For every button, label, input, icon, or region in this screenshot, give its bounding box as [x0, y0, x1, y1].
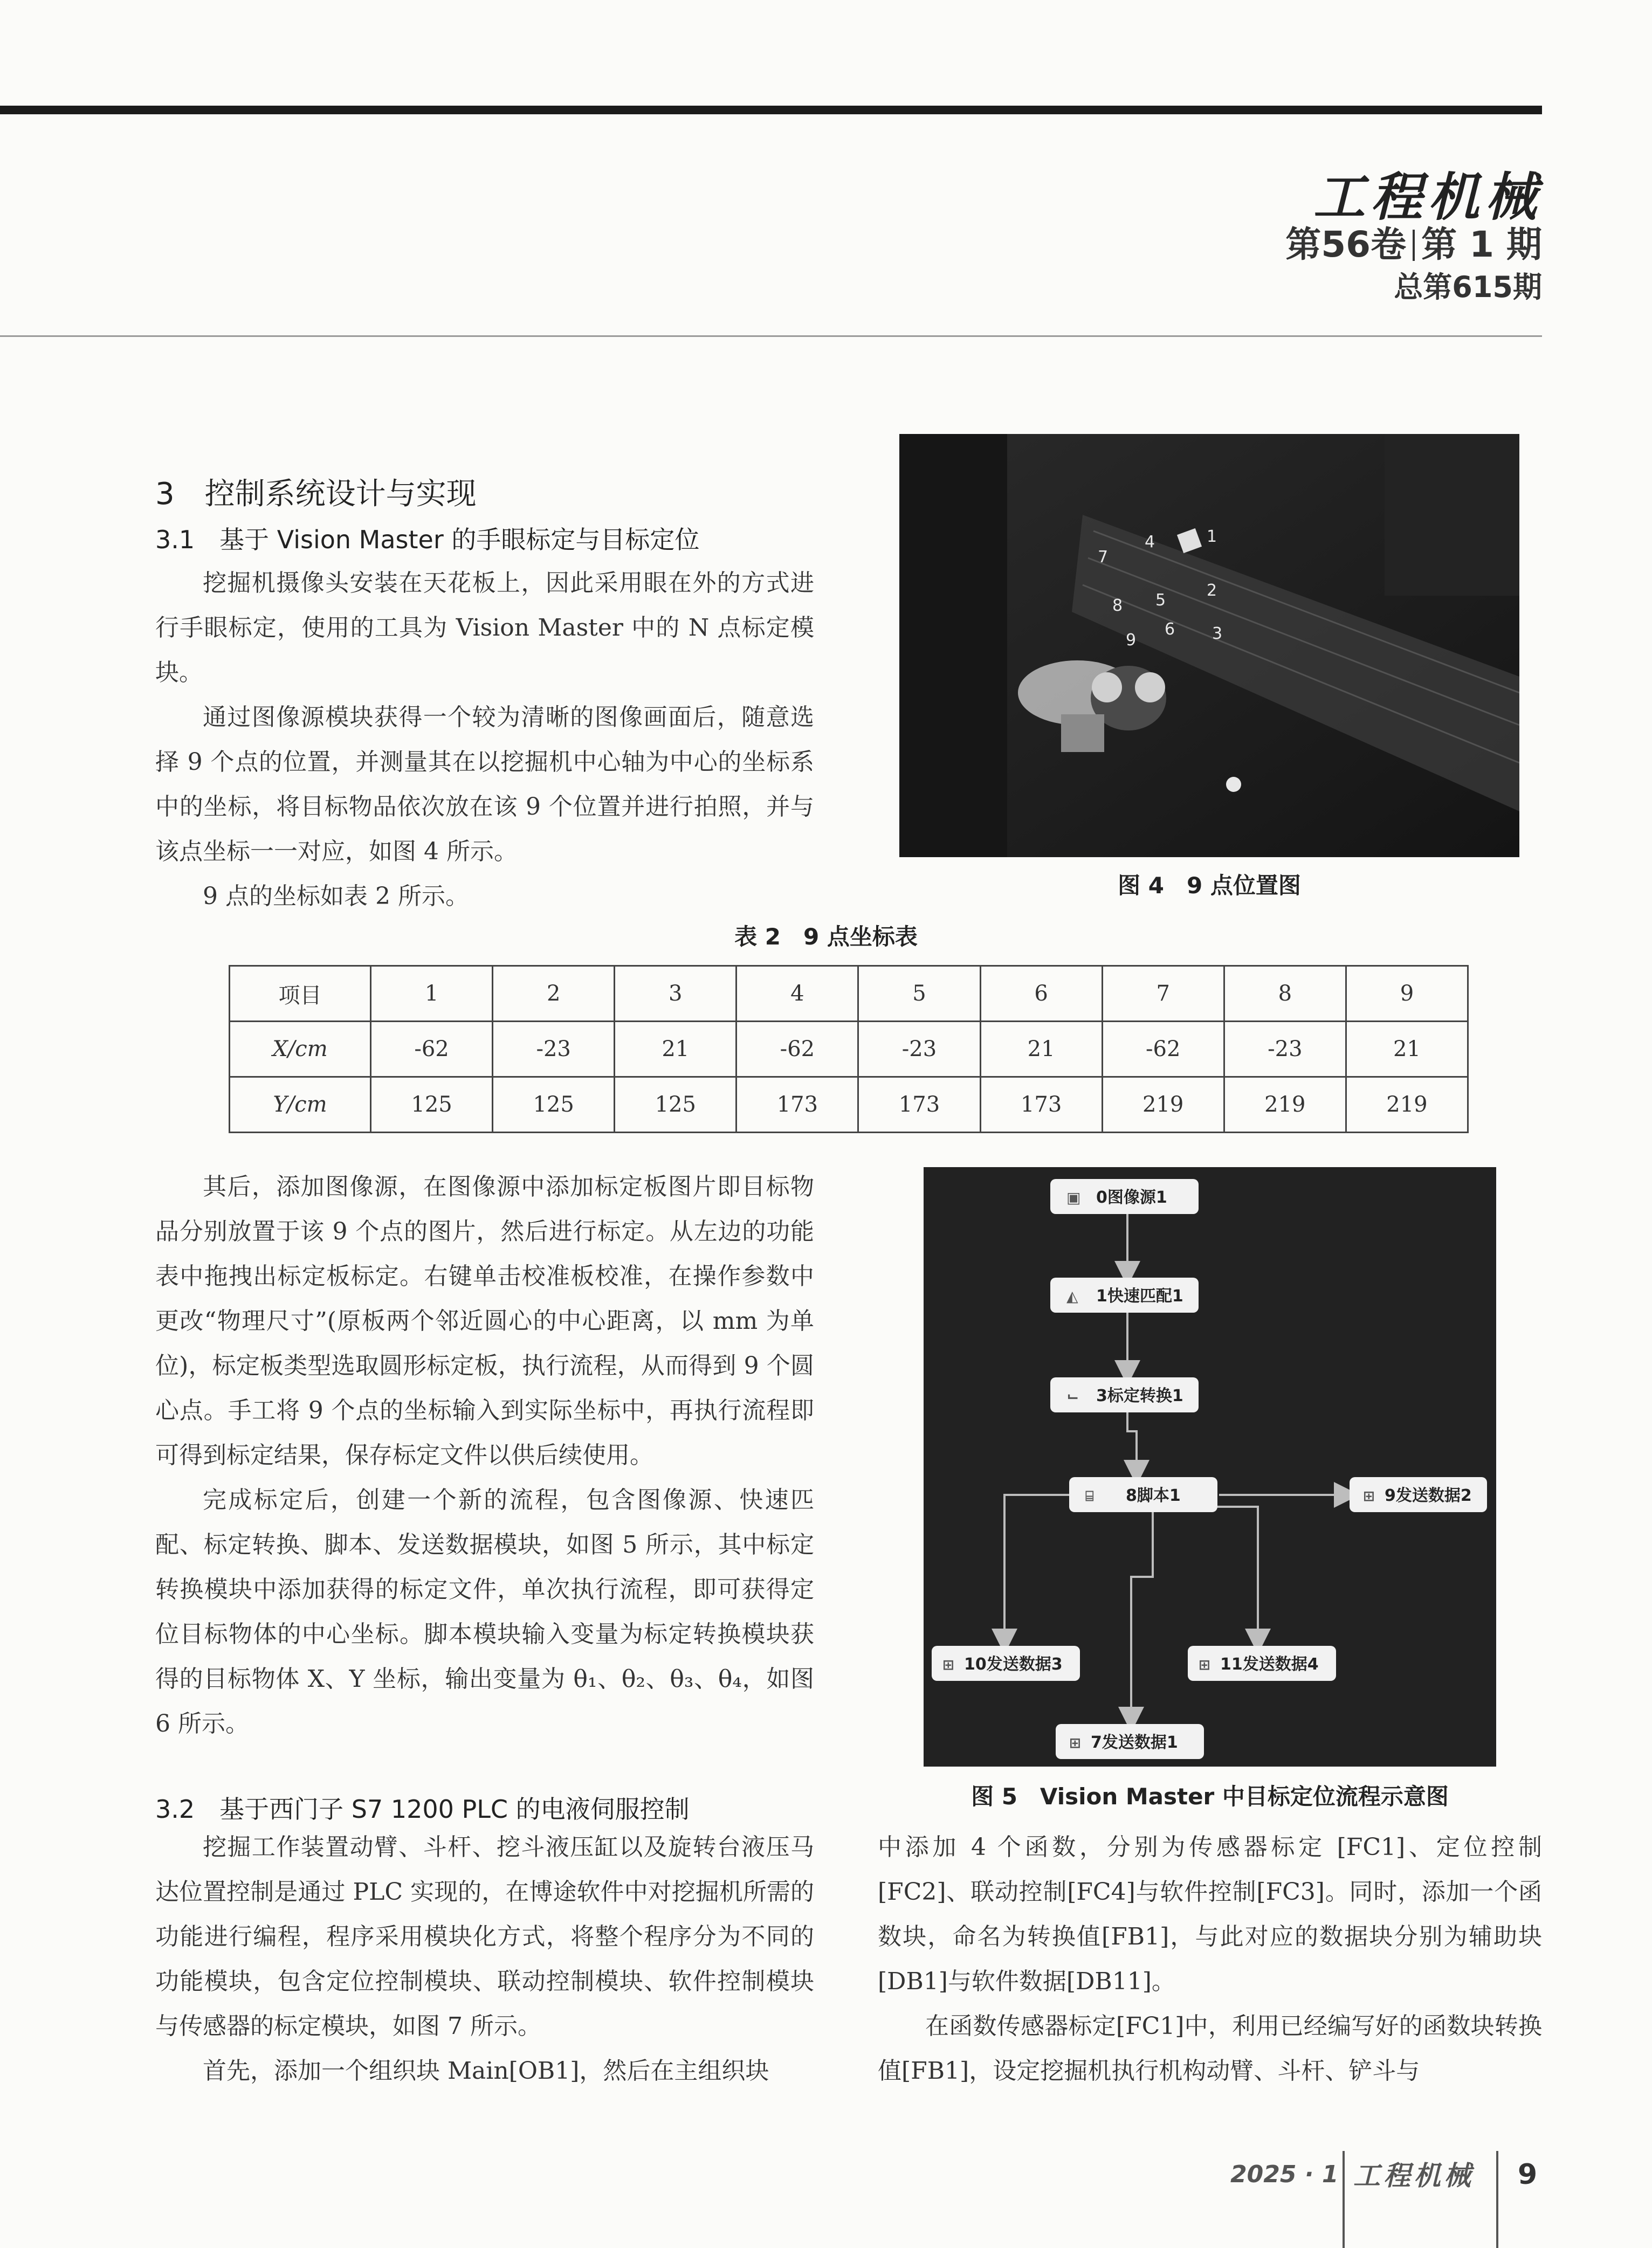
svg-text:◭: ◭ — [1066, 1287, 1078, 1305]
table-cell: 219 — [1102, 1077, 1224, 1133]
node-label: 0图像源1 — [1096, 1188, 1167, 1207]
table-row — [230, 1077, 1468, 1133]
header-rule-thin — [0, 335, 1542, 337]
node-label: 8脚本1 — [1126, 1486, 1181, 1505]
volume: 第56卷 — [1285, 224, 1407, 265]
table-cell: -62 — [1102, 1022, 1224, 1077]
paragraph: 首先，添加一个组织块 Main[OB1]，然后在主组织块 — [203, 2057, 769, 2085]
footer-journal-name: 工程机械 — [1353, 2160, 1474, 2191]
table-cell: 125 — [371, 1077, 493, 1133]
flow-node-image-source[interactable] — [1050, 1179, 1199, 1214]
page-number: 9 — [1518, 2159, 1538, 2191]
point-label: 6 — [1165, 620, 1175, 639]
node-label: 3标定转换1 — [1096, 1387, 1183, 1405]
table-cell: 21 — [980, 1022, 1102, 1077]
table-cell: -23 — [1224, 1022, 1346, 1077]
table2-caption: 表 2 9 点坐标表 — [734, 923, 918, 950]
table-cell: -23 — [493, 1022, 615, 1077]
figure4-caption: 图 4 9 点位置图 — [1118, 872, 1301, 899]
flow-node-send-data-3[interactable] — [932, 1646, 1080, 1681]
point-label: 9 — [1126, 631, 1137, 650]
flow-node-calib-transform[interactable] — [1050, 1377, 1199, 1412]
table-cell: 8 — [1224, 966, 1346, 1022]
table-cell: 1 — [371, 966, 493, 1022]
paragraph: 其后，添加图像源，在图像源中添加标定板图片即目标物品分别放置于该 9 个点的图片，然后进行标定。从左边的功能表中拖拽出标定板标定。右键单击校准板校准，在操作参数中更改“物理尺寸”(原板两个邻近圆心的中心距离，以 mm 为单位)，标定板类型选取圆形标定板，执行流程，从而得到 9 个圆心点。手工将 9 个点的坐标输入到实际坐标中，再执行流程即可得到标定结果，保存标定文件以供后续使用。 — [155, 1173, 814, 1469]
sub1-body-continued — [155, 1164, 814, 1746]
footer-year-issue: 2025 · 1 — [1230, 2161, 1339, 2188]
table-cell: 125 — [493, 1077, 615, 1133]
svg-text:⊞: ⊞ — [1069, 1735, 1081, 1751]
table-cell: Y/cm — [230, 1077, 371, 1133]
paragraph: 完成标定后，创建一个新的流程，包含图像源、快速匹配、标定转换、脚本、发送数据模块，如图 5 所示，其中标定转换模块中添加获得的标定文件，单次执行流程，即可获得定位目标物体的中心坐标。脚本模块输入变量为标定转换模块获得的目标物体 X、Y 坐标，输出变量为 θ₁、θ₂、θ₃、θ₄，如图 6 所示。 — [155, 1486, 814, 1737]
flow-node-script[interactable] — [1069, 1477, 1217, 1512]
table-cell: 5 — [858, 966, 980, 1022]
table-cell: 3 — [615, 966, 736, 1022]
table-cell: 173 — [858, 1077, 980, 1133]
table-cell: 21 — [615, 1022, 736, 1077]
figure4-image — [899, 434, 1519, 857]
flow-node-send-data-1[interactable] — [1056, 1724, 1204, 1759]
figure4-photo — [899, 434, 1519, 857]
node-label: 7发送数据1 — [1091, 1733, 1178, 1752]
table-cell: 173 — [980, 1077, 1102, 1133]
subsection-heading-3-1: 3.1 基于 Vision Master 的手眼标定与目标定位 — [155, 525, 700, 554]
table-cell: -62 — [371, 1022, 493, 1077]
point-label: 5 — [1155, 591, 1166, 610]
table-cell: 21 — [1346, 1022, 1468, 1077]
footer-divider — [1496, 2151, 1498, 2248]
table-header-row — [230, 966, 1468, 1022]
figure5-diagram — [924, 1167, 1496, 1767]
flow-node-fast-match[interactable] — [1050, 1278, 1199, 1313]
paragraph: 9 点的坐标如表 2 所示。 — [203, 882, 469, 910]
table-cell: 219 — [1224, 1077, 1346, 1133]
footer-divider — [1343, 2151, 1345, 2248]
table-cell: 173 — [736, 1077, 858, 1133]
svg-text:⌸: ⌸ — [1085, 1488, 1094, 1505]
sub2-body — [155, 1825, 814, 2093]
node-label: 9发送数据2 — [1385, 1486, 1472, 1505]
table-cell: 9 — [1346, 966, 1468, 1022]
paragraph: 中添加 4 个函数，分别为传感器标定 [FC1]、定位控制[FC2]、联动控制[FC4]与软件控制[FC3]。同时，添加一个函数块，命名为转换值[FB1]，与此对应的数据块分别为辅助块[DB1]与软件数据[DB11]。 — [878, 1833, 1542, 1995]
paragraph: 挖掘机摄像头安装在天花板上，因此采用眼在外的方式进行手眼标定，使用的工具为 Vision Master 中的 N 点标定模块。 — [155, 569, 814, 686]
flow-node-send-data-2[interactable] — [1350, 1477, 1487, 1512]
paragraph: 在函数传感器标定[FC1]中，利用已经编写好的函数块转换值[FB1]，设定挖掘机执行机构动臂、斗杆、铲斗与 — [878, 2012, 1542, 2085]
subsection-heading-3-2: 3.2 基于西门子 S7 1200 PLC 的电液伺服控制 — [155, 1795, 690, 1824]
table-cell: 项目 — [230, 966, 371, 1022]
table-row — [230, 1022, 1468, 1077]
point-label: 3 — [1212, 624, 1223, 643]
point-label: 4 — [1145, 533, 1155, 551]
svg-text:⊞: ⊞ — [942, 1657, 954, 1673]
table-cell: -23 — [858, 1022, 980, 1077]
sub1-body — [155, 561, 814, 919]
table-cell: 4 — [736, 966, 858, 1022]
table-cell: 125 — [615, 1077, 736, 1133]
figure5-caption: 图 5 Vision Master 中目标定位流程示意图 — [971, 1783, 1449, 1810]
svg-text:⌙: ⌙ — [1066, 1387, 1079, 1405]
right-body — [878, 1825, 1542, 2093]
paragraph: 挖掘工作装置动臂、斗杆、挖斗液压缸以及旋转台液压马达位置控制是通过 PLC 实现的，在博途软件中对挖掘机所需的功能进行编程，程序采用模块化方式，将整个程序分为不同的功能模块，包含定位控制模块、联动控制模块、软件控制模块与传感器的标定模块，如图 7 所示。 — [155, 1833, 814, 2040]
table-cell: 6 — [980, 966, 1102, 1022]
svg-text:⊞: ⊞ — [1363, 1488, 1375, 1505]
table-cell: -62 — [736, 1022, 858, 1077]
node-label: 10发送数据3 — [964, 1655, 1063, 1674]
total-issue: 总第615期 — [1394, 270, 1542, 304]
point-label: 8 — [1112, 596, 1123, 615]
flow-node-send-data-4[interactable] — [1188, 1646, 1336, 1681]
svg-text:▣: ▣ — [1066, 1189, 1081, 1206]
flow-canvas — [924, 1167, 1496, 1767]
node-label: 11发送数据4 — [1220, 1655, 1319, 1674]
table2 — [229, 965, 1469, 1133]
volume-issue — [1285, 216, 1542, 267]
table-cell: X/cm — [230, 1022, 371, 1077]
table-cell: 219 — [1346, 1077, 1468, 1133]
svg-text:⊞: ⊞ — [1199, 1657, 1210, 1673]
header-rule-thick — [0, 106, 1542, 114]
table-cell: 7 — [1102, 966, 1224, 1022]
point-label: 1 — [1207, 527, 1217, 546]
section-heading: 3 控制系统设计与实现 — [155, 477, 477, 512]
point-label: 2 — [1207, 581, 1217, 600]
point-label: 7 — [1098, 548, 1109, 567]
journal-name: 工程机械 — [1313, 167, 1542, 227]
table-cell: 2 — [493, 966, 615, 1022]
issue: 第 1 期 — [1421, 224, 1542, 265]
divider — [1413, 230, 1415, 261]
paragraph: 通过图像源模块获得一个较为清晰的图像画面后，随意选择 9 个点的位置，并测量其在以挖掘机中心轴为中心的坐标系中的坐标，将目标物品依次放在该 9 个位置并进行拍照，并与该点坐标一一对应，如图 4 所示。 — [155, 704, 814, 865]
node-label: 1快速匹配1 — [1096, 1287, 1183, 1306]
